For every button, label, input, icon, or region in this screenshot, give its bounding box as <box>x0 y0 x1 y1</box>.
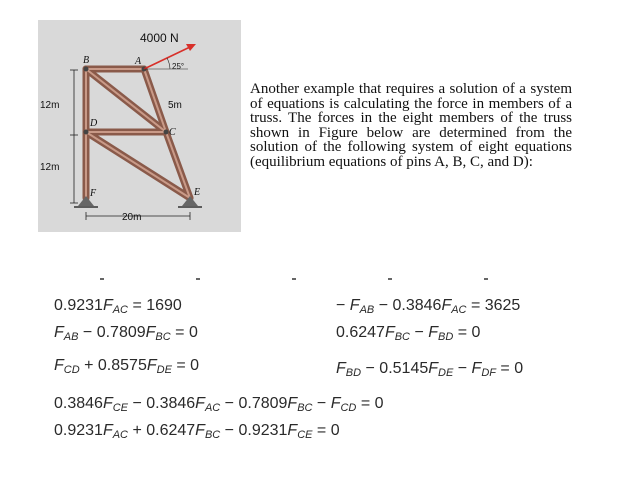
force-label: 4000 N <box>140 31 179 45</box>
equation-8: $F_{BD} - 0.5145F_{DE} - F_{DF} = 0$ <box>336 360 524 379</box>
separator-dash <box>292 278 296 280</box>
equation-1: $0.9231F_{AC} = 1690$ <box>54 297 182 316</box>
node-label-B: B <box>83 55 90 66</box>
pin-C <box>164 130 169 135</box>
truss-diagram <box>38 20 241 232</box>
height-bottom-label: 12m <box>40 162 60 173</box>
node-label-D: D <box>90 118 98 129</box>
truss-figure <box>38 20 241 232</box>
equation-6: − $F_{AB} - 0.3846F_{AC} = 3625$ <box>336 297 521 316</box>
height-top-label: 12m <box>40 100 60 111</box>
pin-D <box>84 130 89 135</box>
member-length-label: 5m <box>168 100 182 111</box>
separator-dash <box>196 278 200 280</box>
separator-dash <box>100 278 104 280</box>
node-label-E: E <box>194 187 201 198</box>
separator-dash <box>388 278 392 280</box>
equation-2: $F_{AB} - 0.7809F_{BC} = 0$ <box>54 324 198 343</box>
node-label-A: A <box>135 56 142 67</box>
equation-5: $0.9231F_{AC} + 0.6247F_{BC} - 0.9231F_{CE} = 0$ <box>54 422 340 441</box>
equation-7: $0.6247F_{BC} - F_{BD} = 0$ <box>336 324 481 343</box>
pin-B <box>84 67 89 72</box>
description-paragraph: Another example that requires a solution of a system of equations is calculating the force in members of a truss. The forces in the eight members of the truss shown in Figure below are determined from the solution of the following system of eight equations (equilibrium equations of pins A, B, C, and D): <box>250 81 572 170</box>
separator-dash <box>484 278 488 280</box>
width-label: 20m <box>122 212 142 223</box>
node-label-C: C <box>169 127 176 138</box>
node-label-F: F <box>90 188 97 199</box>
equation-3: $F_{CD} + 0.8575F_{DE} = 0$ <box>54 357 200 376</box>
equation-4: $0.3846F_{CE} - 0.3846F_{AC} - 0.7809F_{BC} - F_{CD} = 0$ <box>54 395 384 414</box>
angle-label: 25° <box>172 62 185 71</box>
